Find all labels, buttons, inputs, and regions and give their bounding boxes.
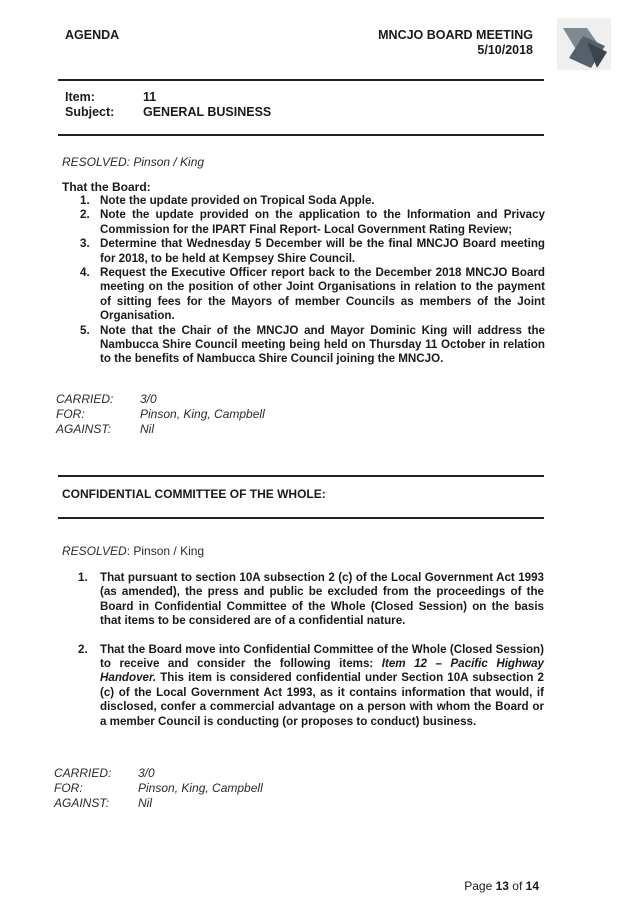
- for-label: FOR:: [54, 781, 83, 795]
- page-number: Page 13 of 14: [464, 879, 539, 893]
- list-item: 1. That pursuant to section 10A subsection 2 (c) of the Local Government Act 1993 (as amended), the press and public be excluded from the proceedings of the Board in Confidential Committee of the Whole (Closed Session) on the basis that items to be considered are of a confidential nature.: [78, 571, 544, 628]
- resolution-intro: That the Board:: [62, 180, 151, 194]
- list-item: 1. Note the update provided on Tropical Soda Apple.: [80, 194, 375, 207]
- resolved-movers: : Pinson / King: [126, 544, 205, 558]
- resolved-line-2: [62, 544, 204, 558]
- subject-label: Subject:: [65, 105, 115, 119]
- resolved-line: RESOLVED: Pinson / King: [62, 155, 205, 169]
- list-item: 2. That the Board move into Confidential Committee of the Whole (Closed Session) to receive and consider the following items: Item 12 – Pacific Highway Handover. This item is considered confidential under Section 10A subsection 2 (c) of the Local Government Act 1993, as it contains information that would, if disclosed, confer a commercial advantage on a person with whom the Board or a member Council is conducting (or proposes to conduct) business.: [78, 642, 544, 728]
- header-rule: [58, 79, 544, 81]
- carried-value: 3/0: [140, 392, 157, 406]
- resolved-label: RESOLVED: [62, 544, 127, 558]
- for-value: Pinson, King, Campbell: [140, 407, 265, 421]
- list-item: 5. Note that the Chair of the MNCJO and Mayor Dominic King will address the Nambucca Shire Council meeting being held on Thursday 11 October in relation to the benefits of Nambucca Shire Council joining the MNCJO.: [80, 323, 545, 366]
- against-label: AGAINST:: [56, 422, 112, 436]
- against-label: AGAINST:: [54, 796, 110, 810]
- against-value: Nil: [140, 422, 154, 436]
- confidential-heading: CONFIDENTIAL COMMITTEE OF THE WHOLE:: [62, 487, 326, 501]
- subject-rule: [58, 134, 544, 136]
- carried-value: 3/0: [138, 766, 155, 780]
- confidential-bottom-rule: [58, 517, 544, 519]
- vote-block-1: [56, 392, 356, 442]
- list-item: 4. Request the Executive Officer report back to the December 2018 MNCJO Board meeting on the position of other Joint Organisations in relation to the payment of sitting fees for the Mayors of member Councils as members of the Joint Organisation.: [80, 266, 545, 323]
- carried-label: CARRIED:: [54, 766, 112, 780]
- confidential-list: [78, 571, 544, 729]
- agenda-label: AGENDA: [65, 28, 120, 42]
- resolution-list: [58, 194, 545, 367]
- for-label: FOR:: [56, 407, 85, 421]
- mncjo-logo-icon: [557, 18, 611, 70]
- meeting-title: MNCJO BOARD MEETING: [378, 28, 533, 42]
- subject-value: GENERAL BUSINESS: [143, 105, 272, 119]
- list-item: 2. Note the update provided on the application to the Information and Privacy Commission for the IPART Final Report- Local Government Rating Review;: [80, 208, 545, 236]
- carried-label: CARRIED:: [56, 392, 114, 406]
- for-value: Pinson, King, Campbell: [138, 781, 263, 795]
- item-number: 11: [143, 90, 157, 104]
- against-value: Nil: [138, 796, 152, 810]
- list-item: 3. Determine that Wednesday 5 December will be the final MNCJO Board meeting for 2018, to be held at Kempsey Shire Council.: [80, 237, 545, 265]
- vote-block-2: [54, 766, 354, 816]
- item-label: Item:: [65, 90, 95, 104]
- meeting-date: 5/10/2018: [477, 43, 533, 57]
- confidential-top-rule: [58, 475, 544, 477]
